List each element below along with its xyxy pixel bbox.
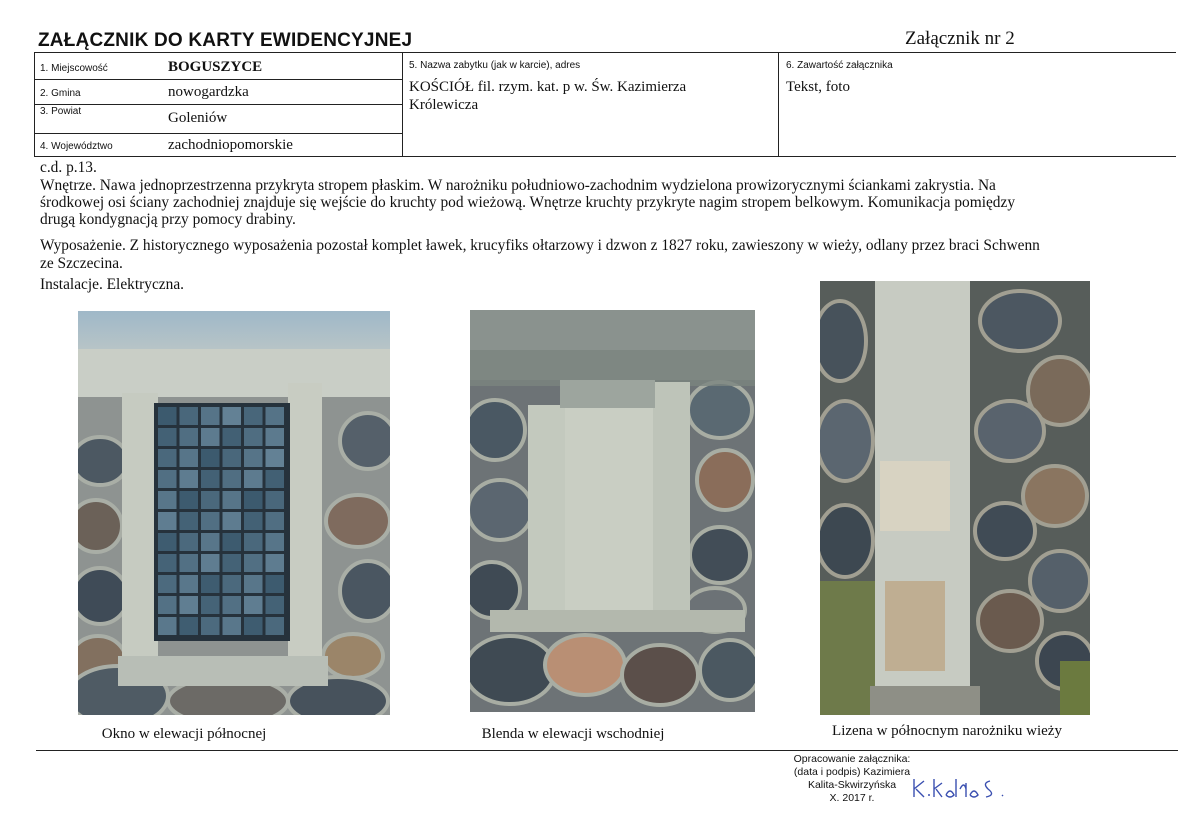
window-pane xyxy=(180,470,199,488)
window-pane xyxy=(158,533,177,551)
window-pane xyxy=(266,470,285,488)
handwritten-signature xyxy=(910,775,1030,810)
window-pane xyxy=(158,449,177,467)
interior-line-2: środkowej osi ściany zachodniej znajduje się wejście do kruchty pod wieżową. Wnętrze kruchty przykryte nagim stropem belkowym. Komunikacja pomiędzy xyxy=(40,194,1016,211)
window-pane xyxy=(223,596,242,614)
document-title: ZAŁĄCZNIK DO KARTY EWIDENCYJNEJ xyxy=(38,30,413,51)
photo-pilaster-tower xyxy=(820,281,1090,715)
field-voivodeship-value: zachodniopomorskie xyxy=(168,137,293,153)
prepared-by-line-1: Opracowanie załącznika: xyxy=(793,753,911,765)
window-pane xyxy=(223,491,242,509)
window-pane xyxy=(223,554,242,572)
window-pane xyxy=(244,554,263,572)
field-county-value: Goleniów xyxy=(168,110,228,126)
window-pane xyxy=(266,512,285,530)
window-pane xyxy=(266,491,285,509)
window-pane xyxy=(266,428,285,446)
window-pane xyxy=(180,617,199,635)
field-locality-value: BOGUSZYCE xyxy=(168,59,263,75)
field-voivodeship-label: 4. Województwo xyxy=(40,141,113,152)
window-pane xyxy=(244,575,263,593)
window-pane xyxy=(201,428,220,446)
window-pane xyxy=(201,512,220,530)
window-pane xyxy=(158,470,177,488)
window-pane xyxy=(158,554,177,572)
window-pane xyxy=(223,617,242,635)
installations-text: Instalacje. Elektryczna. xyxy=(40,276,184,293)
equipment-line-2: ze Szczecina. xyxy=(40,255,123,272)
window-pane xyxy=(244,449,263,467)
field-monument-value-line1: KOŚCIÓŁ fil. rzym. kat. p w. Św. Kazimierza xyxy=(409,79,687,95)
prepared-by-line-2: (data i podpis) Kazimiera xyxy=(793,766,911,778)
window-pane xyxy=(244,470,263,488)
window-pane xyxy=(201,470,220,488)
window-pane xyxy=(158,512,177,530)
field-contents-value: Tekst, foto xyxy=(786,79,850,95)
window-pane xyxy=(180,428,199,446)
window-pane xyxy=(201,596,220,614)
window-pane xyxy=(158,596,177,614)
window-pane xyxy=(223,512,242,530)
photo-caption-pilaster: Lizena w północnym narożniku wieży xyxy=(832,723,1062,739)
window-pane xyxy=(158,575,177,593)
window-pane xyxy=(223,575,242,593)
window-pane xyxy=(223,470,242,488)
photo-blind-niche-east xyxy=(470,310,755,712)
window-pane xyxy=(266,596,285,614)
window-pane xyxy=(180,533,199,551)
window-pane xyxy=(180,596,199,614)
window-pane xyxy=(180,449,199,467)
attachment-number: Załącznik nr 2 xyxy=(905,28,1015,49)
continuation-note: c.d. p.13. xyxy=(40,159,97,176)
field-commune-value: nowogardzka xyxy=(168,84,249,100)
window-pane xyxy=(201,617,220,635)
window-pane xyxy=(223,533,242,551)
window-pane xyxy=(201,449,220,467)
window-pane xyxy=(201,491,220,509)
field-monument-value-line2: Królewicza xyxy=(409,97,479,113)
window-pane xyxy=(223,407,242,425)
window-pane xyxy=(223,428,242,446)
window-pane xyxy=(244,596,263,614)
footer-rule xyxy=(36,750,1178,751)
window-pane xyxy=(266,617,285,635)
window-pane xyxy=(158,407,177,425)
window-pane xyxy=(158,491,177,509)
window-pane xyxy=(158,428,177,446)
interior-line-1: Wnętrze. Nawa jednoprzestrzenna przykryta stropem płaskim. W narożniku południowo-zachodnim wydzielona prowizorycznymi ściankami zakrystia. Na xyxy=(40,177,996,194)
field-locality-label: 1. Miejscowość xyxy=(40,63,108,74)
window-pane xyxy=(266,407,285,425)
field-commune-label: 2. Gmina xyxy=(40,88,81,99)
window-pane xyxy=(244,428,263,446)
interior-line-3: drugą kondygnacją przy pomocy drabiny. xyxy=(40,211,296,228)
window-pane xyxy=(244,617,263,635)
window-pane xyxy=(266,449,285,467)
window-pane xyxy=(158,617,177,635)
window-pane xyxy=(266,575,285,593)
field-monument-label: 5. Nazwa zabytku (jak w karcie), adres xyxy=(409,60,581,71)
field-contents-label: 6. Zawartość załącznika xyxy=(786,60,893,71)
window-pane xyxy=(180,407,199,425)
window-pane xyxy=(180,575,199,593)
prepared-by-line-4: X. 2017 r. xyxy=(829,792,875,804)
window-pane xyxy=(244,491,263,509)
window-pane xyxy=(180,512,199,530)
window-pane xyxy=(244,533,263,551)
window-pane xyxy=(244,512,263,530)
window-pane xyxy=(180,491,199,509)
window-pane xyxy=(266,533,285,551)
window-pane xyxy=(201,407,220,425)
window-pane xyxy=(201,575,220,593)
photo-caption-blind: Blenda w elewacji wschodniej xyxy=(481,726,665,742)
window-pane xyxy=(201,554,220,572)
window-pane xyxy=(223,449,242,467)
field-county-label: 3. Powiat xyxy=(40,106,82,117)
photo-caption-window: Okno w elewacji północnej xyxy=(101,726,267,742)
prepared-by-line-3: Kalita-Skwirzyńska xyxy=(807,779,897,791)
window-pane xyxy=(201,533,220,551)
photo-window-north xyxy=(78,311,390,715)
equipment-line-1: Wyposażenie. Z historycznego wyposażenia pozostał komplet ławek, krucyfiks ołtarzowy i dzwon z 1827 roku, zawieszony w wieży, odlany przez braci Schwenn xyxy=(40,237,1040,254)
window-pane xyxy=(266,554,285,572)
window-pane xyxy=(244,407,263,425)
window-pane xyxy=(180,554,199,572)
